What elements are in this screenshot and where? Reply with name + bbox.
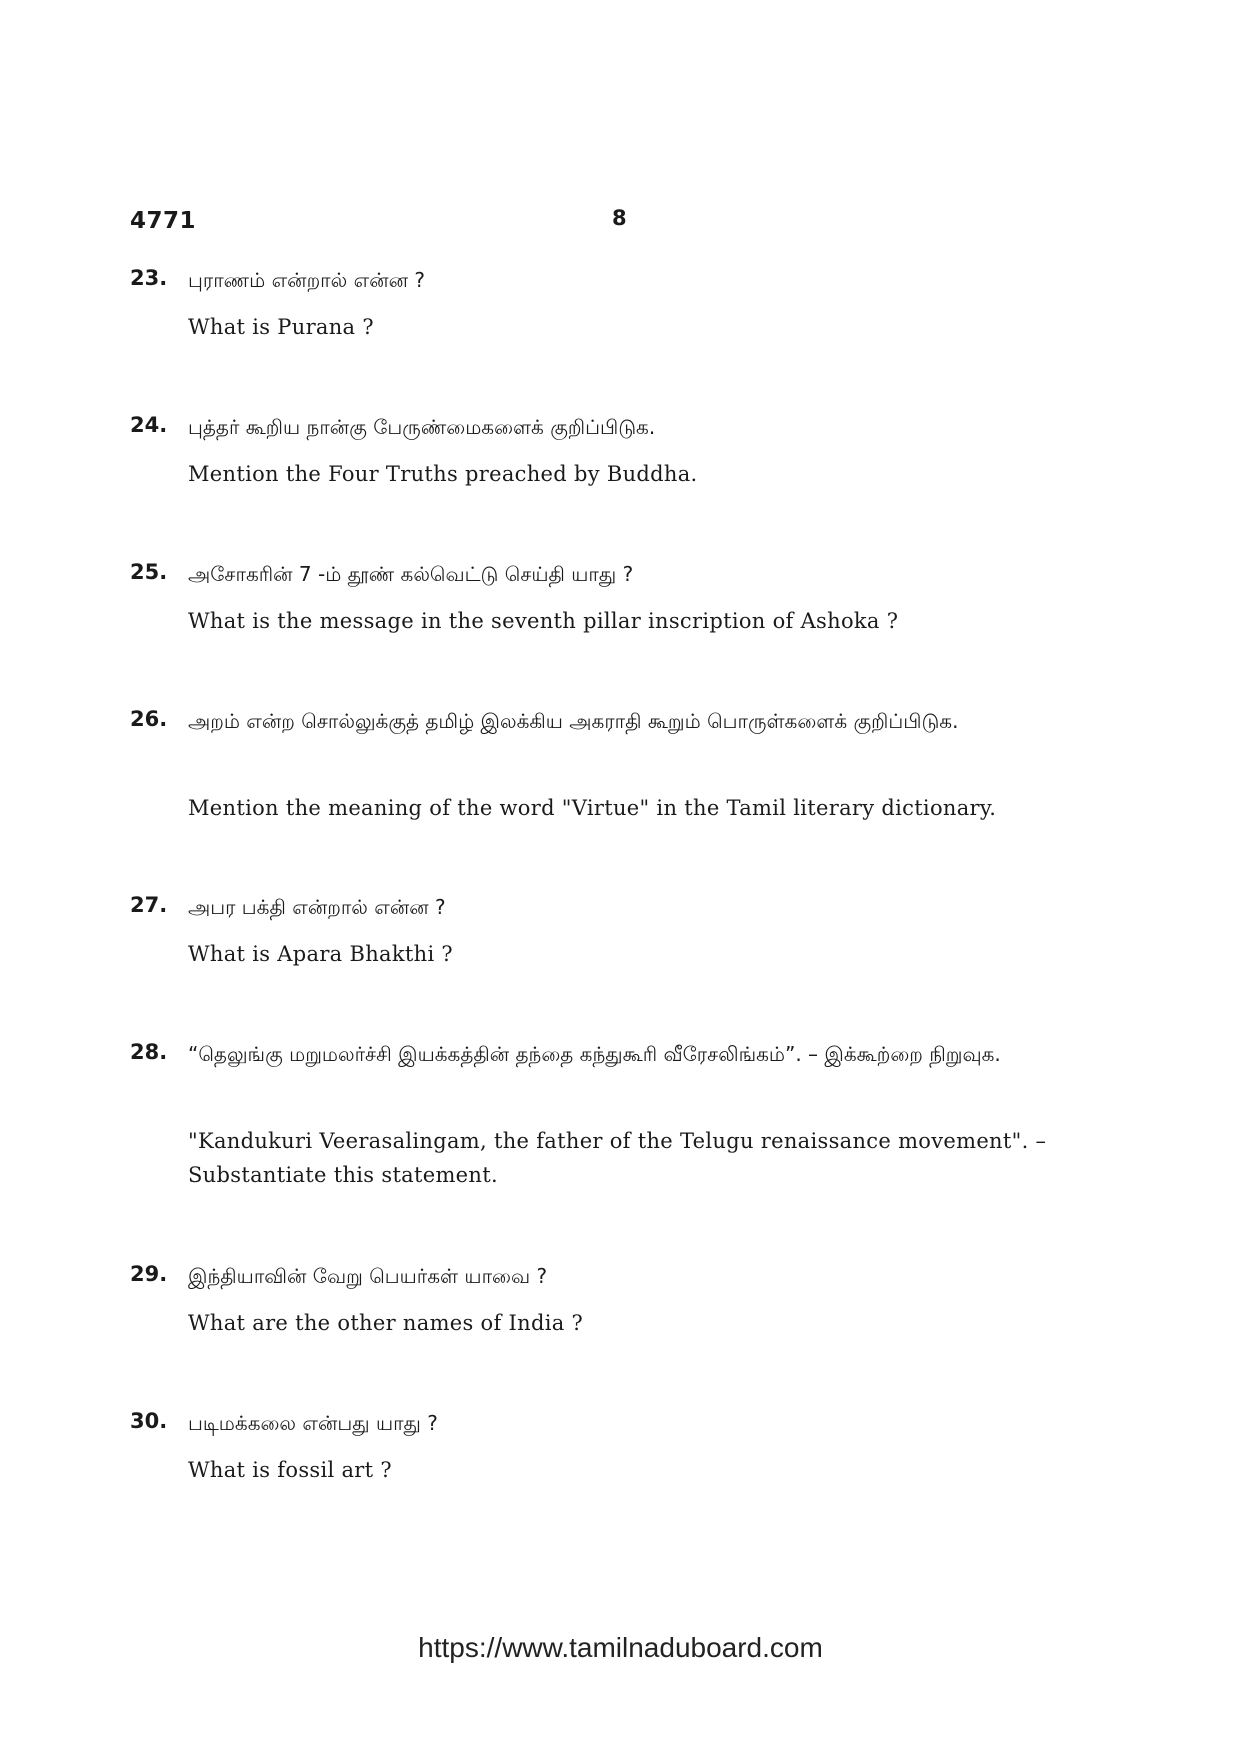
question-english-text: Mention the meaning of the word "Virtue" in the Tamil literary dictionary.: [188, 796, 997, 820]
question-number: 23.: [130, 266, 168, 290]
question-tamil-text: இந்தியாவின் வேறு பெயர்கள் யாவை ?: [188, 1264, 548, 1288]
question-number: 25.: [130, 560, 168, 584]
question-english-text: What is the message in the seventh pillar inscription of Ashoka ?: [188, 609, 899, 633]
question-tamil-text: புராணம் என்றால் என்ன ?: [188, 268, 425, 292]
page-number: 8: [612, 206, 627, 230]
question-number: 28.: [130, 1040, 168, 1064]
question-english-text: What are the other names of India ?: [188, 1311, 584, 1335]
question-tamil-text: அசோகரின் 7 -ம் தூண் கல்வெட்டு செய்தி யாது ?: [188, 562, 634, 586]
question-english-text: What is fossil art ?: [188, 1458, 392, 1482]
question-number: 30.: [130, 1409, 168, 1433]
question-english-text: What is Purana ?: [188, 315, 374, 339]
question-tamil-text: அறம் என்ற சொல்லுக்குத் தமிழ் இலக்கிய அகராதி கூறும் பொருள்களைக் குறிப்பிடுக.: [188, 709, 959, 733]
question-number: 27.: [130, 893, 168, 917]
question-tamil-text: புத்தர் கூறிய நான்கு பேருண்மைகளைக் குறிப்பிடுக.: [188, 415, 656, 439]
question-tamil-text: அபர பக்தி என்றால் என்ன ?: [188, 895, 446, 919]
question-paper-code: 4771: [130, 208, 197, 234]
question-english-text: "Kandukuri Veerasalingam, the father of the Telugu renaissance movement". – Substantiate this statement.: [188, 1129, 1047, 1187]
question-number: 24.: [130, 413, 168, 437]
question-english-text: Mention the Four Truths preached by Buddha.: [188, 462, 698, 486]
question-number: 29.: [130, 1262, 168, 1286]
question-english-text: What is Apara Bhakthi ?: [188, 942, 453, 966]
question-tamil-text: “தெலுங்கு மறுமலர்ச்சி இயக்கத்தின் தந்தை கந்துகூரி வீரேசலிங்கம்”. – இக்கூற்றை நிறுவுக.: [188, 1042, 1001, 1066]
footer-url-watermark: https://www.tamilnaduboard.com: [418, 1632, 823, 1663]
question-number: 26.: [130, 707, 168, 731]
question-tamil-text: படிமக்கலை என்பது யாது ?: [188, 1411, 438, 1435]
